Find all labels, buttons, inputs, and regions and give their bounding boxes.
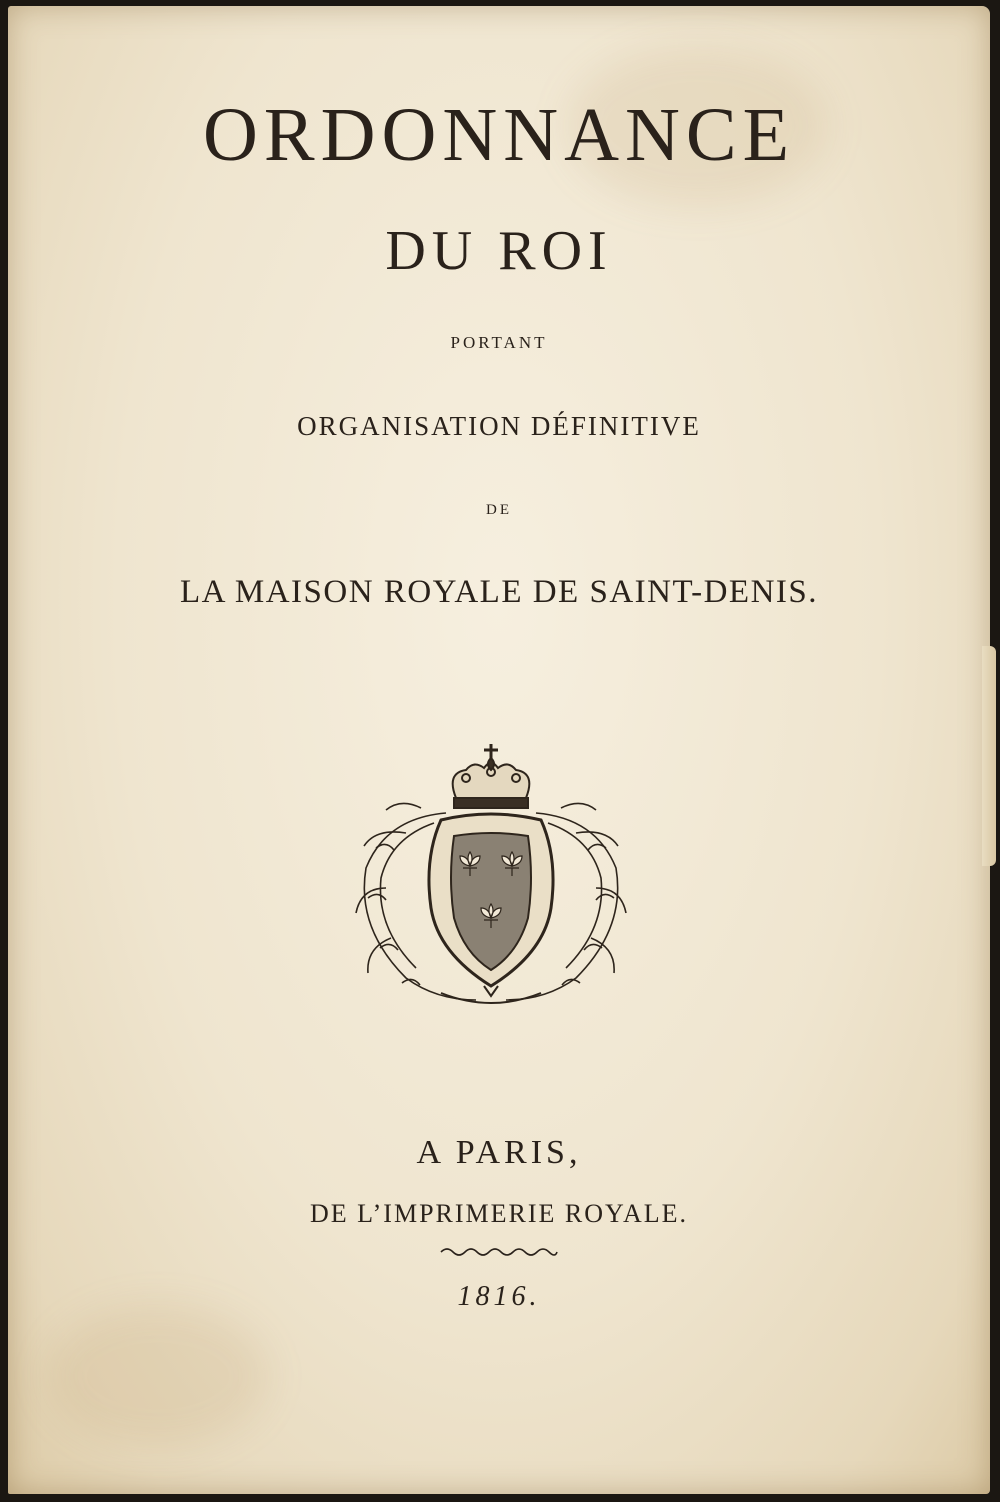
connector-portant: PORTANT: [450, 333, 548, 352]
title-ordonnance: ORDONNANCE: [203, 93, 795, 177]
ornamental-wavy-rule: [439, 1246, 559, 1258]
crown-icon: [453, 744, 530, 808]
imprint-printer: DE L’IMPRIMERIE ROYALE.: [310, 1199, 688, 1228]
title-du-roi: DU ROI: [385, 220, 613, 282]
subject-line: ORGANISATION DÉFINITIVE: [297, 411, 701, 441]
paper-stain: [48, 1306, 268, 1446]
document-page: [8, 6, 990, 1494]
imprint-city: A PARIS,: [416, 1134, 582, 1171]
institution-name: LA MAISON ROYALE DE SAINT-DENIS.: [179, 574, 819, 610]
royal-coat-of-arms-icon: [346, 738, 636, 1018]
connector-de: DE: [486, 502, 512, 518]
imprint-year: 1816.: [457, 1281, 541, 1312]
page-edge-fold: [982, 646, 996, 866]
